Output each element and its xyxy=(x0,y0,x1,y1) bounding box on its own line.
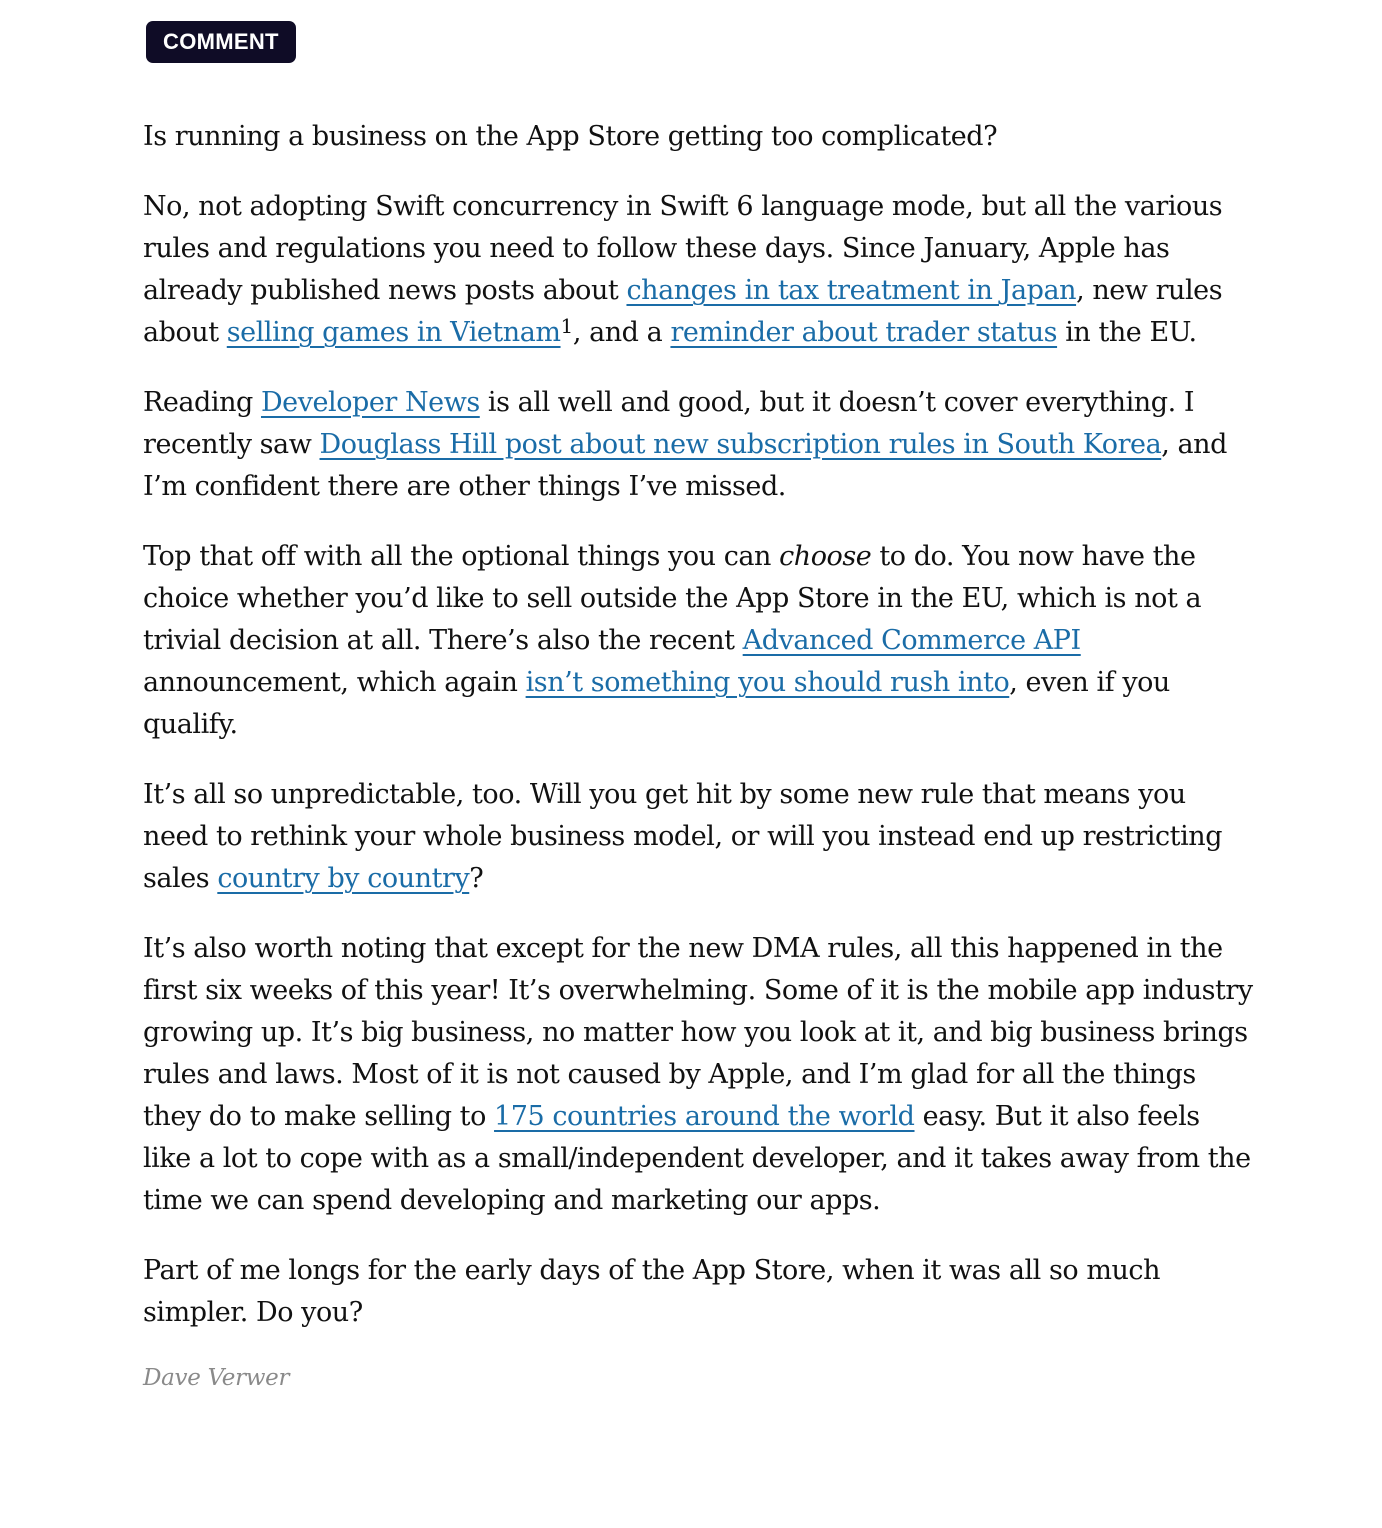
link-country-by-country[interactable]: country by country xyxy=(217,863,470,894)
article xyxy=(143,21,1253,1394)
link-advanced-commerce-api[interactable]: Advanced Commerce API xyxy=(742,625,1081,656)
paragraph-text: , new rules about xyxy=(143,275,1223,348)
comment-badge: COMMENT xyxy=(146,21,296,63)
paragraph-text: It’s also worth noting that except for the new DMA rules, all this happened in the first six weeks of this year! It’s overwhelming. Some of it is the mobile app industry growing up. It’s big business, no matter how you look at it, and big business brings rules and laws. Most of it is not caused by Apple, and I’m glad for all the things they do to make selling to xyxy=(143,933,1253,1132)
link-selling-games-vietnam[interactable]: selling games in Vietnam xyxy=(226,317,561,348)
link-175-countries[interactable]: 175 countries around the world xyxy=(494,1101,915,1132)
footnote-marker[interactable]: 1 xyxy=(560,314,573,338)
paragraph-developer-news xyxy=(143,382,1253,508)
paragraph-text: , and a xyxy=(572,317,671,348)
paragraph-text: easy. But it also feels like a lot to cope with as a small/independent developer, and it takes away from the time we can spend developing and marketing our apps. xyxy=(143,1101,1251,1216)
paragraph-text: It’s all so unpredictable, too. Will you get hit by some new rule that means you need to rethink your whole business model, or will you instead end up restricting sales xyxy=(143,779,1223,894)
paragraph-unpredictable xyxy=(143,774,1253,900)
paragraph-text: announcement, which again xyxy=(143,667,526,698)
paragraph-text: is all well and good, but it doesn’t cover everything. I recently saw xyxy=(143,387,1195,460)
paragraph-text: Is running a business on the App Store getting too complicated? xyxy=(143,121,998,152)
paragraph-text: , even if you qualify. xyxy=(143,667,1170,740)
link-rush-into[interactable]: isn’t something you should rush into xyxy=(525,667,1010,698)
paragraph-overwhelming xyxy=(143,928,1253,1222)
article-body xyxy=(143,116,1253,1334)
paragraph-text: No, not adopting Swift concurrency in Swift 6 language mode, but all the various rules and regulations you need to follow these days. Since January, Apple has already published news posts about xyxy=(143,191,1223,306)
emphasis-choose: choose xyxy=(779,541,872,572)
paragraph-text: Part of me longs for the early days of the App Store, when it was all so much simpler. Do you? xyxy=(143,1255,1161,1328)
paragraph-rules xyxy=(143,186,1253,354)
link-tax-treatment-japan[interactable]: changes in tax treatment in Japan xyxy=(626,275,1077,306)
paragraph-text: ? xyxy=(469,863,484,894)
link-trader-status[interactable]: reminder about trader status xyxy=(670,317,1058,348)
paragraph-text: in the EU. xyxy=(1057,317,1197,348)
paragraph-intro xyxy=(143,116,1253,158)
paragraph-text: to do. You now have the choice whether you’d like to sell outside the App Store in the EU, which is not a trivial decision at all. There’s also the recent xyxy=(143,541,1202,656)
paragraph-text: Reading xyxy=(143,387,261,418)
paragraph-text: , and I’m confident there are other things I’ve missed. xyxy=(143,429,1227,502)
paragraph-closing xyxy=(143,1250,1253,1334)
link-douglass-hill-post[interactable]: Douglass Hill post about new subscription rules in South Korea xyxy=(319,429,1162,460)
link-developer-news[interactable]: Developer News xyxy=(260,387,480,418)
paragraph-text: Top that off with all the optional things you can xyxy=(143,541,780,572)
author-byline: Dave Verwer xyxy=(143,1365,290,1391)
paragraph-optional-things xyxy=(143,536,1253,746)
